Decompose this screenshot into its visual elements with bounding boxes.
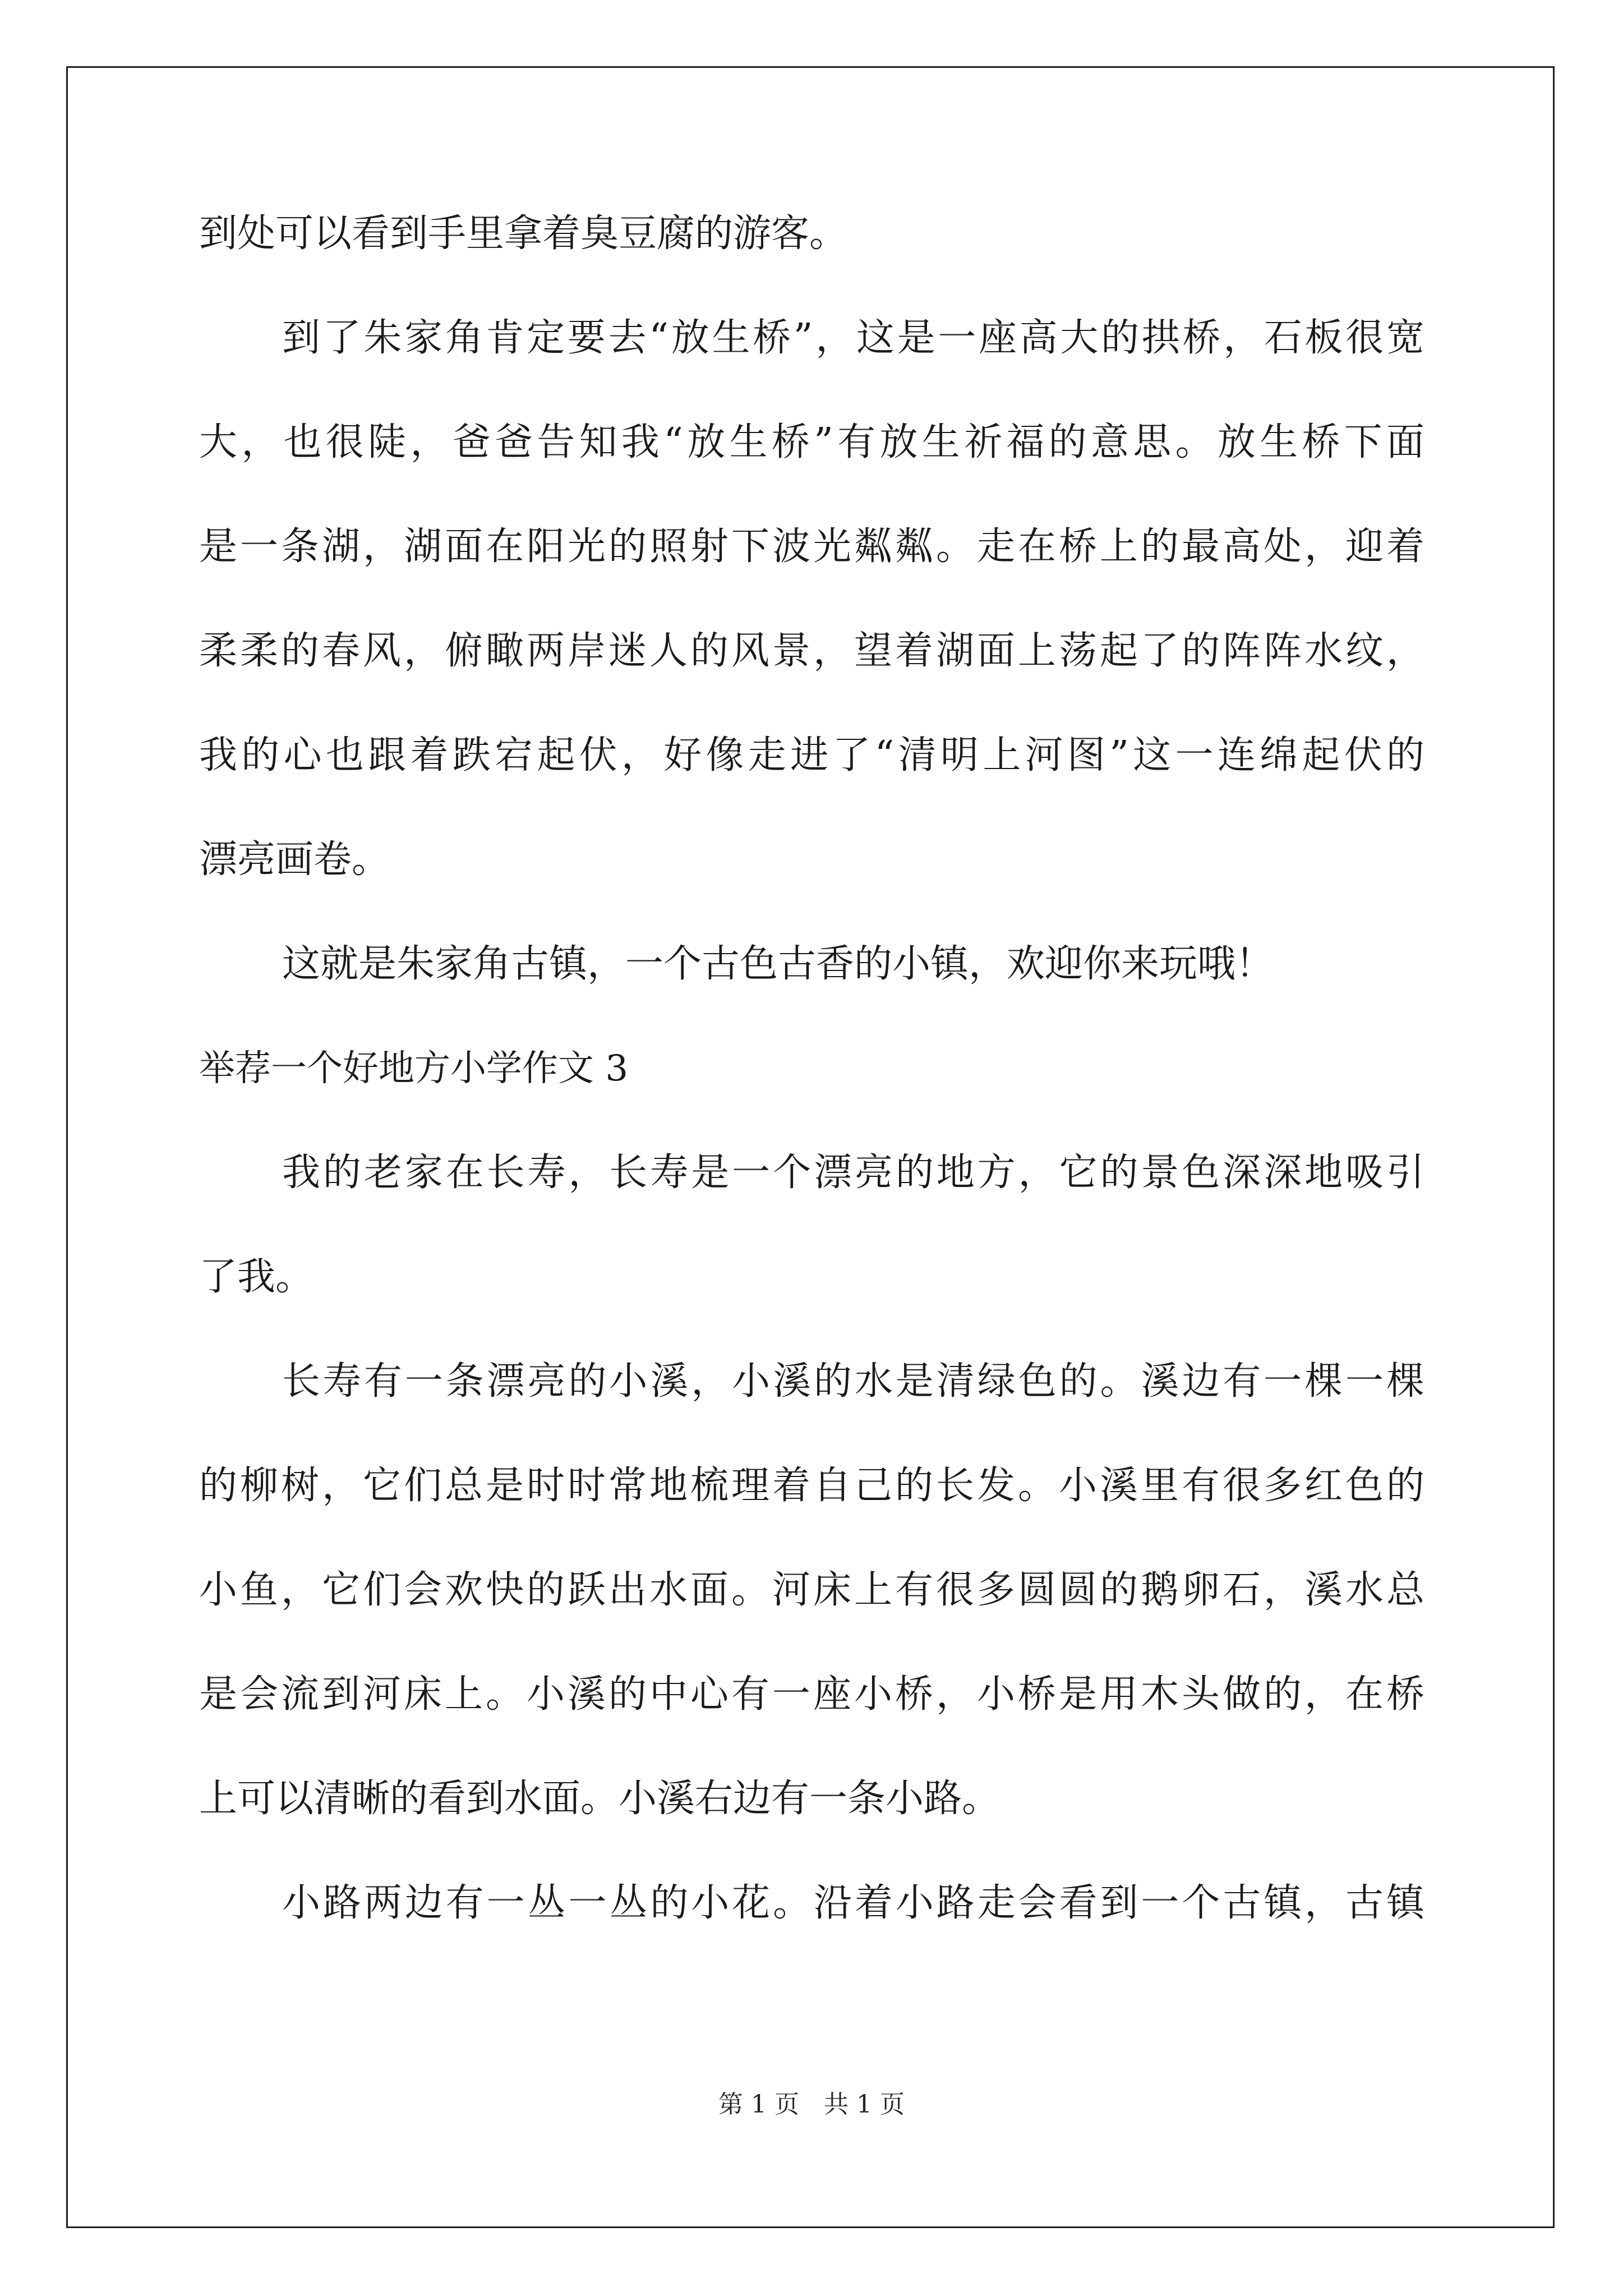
paragraph-line: 小路两边有一丛一丛的小花。沿着小路走会看到一个古镇，古镇	[282, 1881, 1424, 1925]
paragraph-line: 是会流到河床上。小溪的中心有一座小桥，小桥是用木头做的，在桥	[199, 1672, 1424, 1717]
page-footer: 第 1 页 共 1 页	[718, 2090, 905, 2119]
paragraph-line: 的柳树，它们总是时时常地梳理着自己的长发。小溪里有很多红色的	[199, 1464, 1424, 1508]
paragraph-line: 上可以清晰的看到水面。小溪右边有一条小路。	[199, 1777, 1000, 1821]
paragraph-line: 小鱼，它们会欢快的跃出水面。河床上有很多圆圆的鹅卵石，溪水总	[199, 1568, 1424, 1612]
paragraph-line: 是一条湖，湖面在阳光的照射下波光粼粼。走在桥上的最高处，迎着	[199, 524, 1424, 569]
paragraph-line: 到处可以看到手里拿着臭豆腐的游客。	[199, 211, 848, 256]
paragraph-line: 我的心也跟着跌宕起伏，好像走进了“清明上河图”这一连绵起伏的	[199, 733, 1424, 777]
paragraph-line: 这就是朱家角古镇，一个古色古香的小镇，欢迎你来玩哦！	[282, 942, 1274, 986]
paragraph-line: 了我。	[199, 1255, 314, 1299]
paragraph-line: 大，也很陡，爸爸告知我“放生桥”有放生祈福的意思。放生桥下面	[199, 420, 1424, 464]
document-body	[199, 209, 1424, 1982]
paragraph-line: 柔柔的春风，俯瞰两岸迷人的风景，望着湖面上荡起了的阵阵水纹，	[199, 629, 1424, 673]
paragraph-line: 长寿有一条漂亮的小溪，小溪的水是清绿色的。溪边有一棵一棵	[282, 1359, 1424, 1404]
paragraph-line: 我的老家在长寿，长寿是一个漂亮的地方，它的景色深深地吸引	[282, 1151, 1424, 1195]
paragraph-line: 漂亮画卷。	[199, 838, 390, 882]
section-heading: 举荐一个好地方小学作文 3	[199, 1048, 629, 1089]
paragraph-line: 到了朱家角肯定要去“放生桥”，这是一座高大的拱桥，石板很宽	[282, 316, 1424, 360]
